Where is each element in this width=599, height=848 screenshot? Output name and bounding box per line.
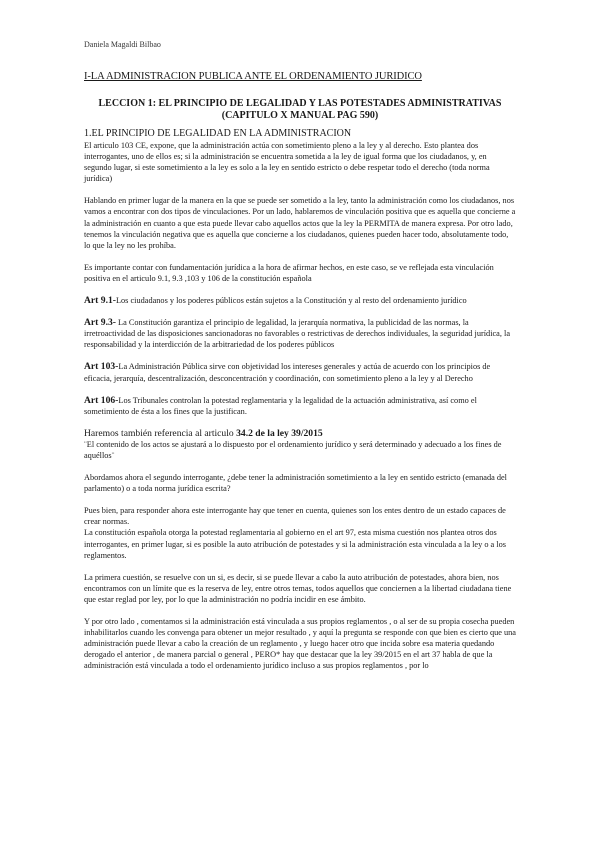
author-header: Daniela Magaldi Bilbao <box>84 40 161 49</box>
article-text: La Administración Pública sirve con objetividad los intereses generales y actúa de acuerdo con los principios de eficacia, jerarquía, descentralización, desconcentración y coordinación, con sometimiento pleno a la ley y al Derecho <box>84 362 491 383</box>
article-106 <box>84 395 516 417</box>
article-9-1 <box>84 295 516 306</box>
reference-34-2 <box>84 428 516 461</box>
document-body <box>84 128 516 682</box>
paragraph-intro: El articulo 103 CE, expone, que la administración actúa con sometimiento pleno a la ley y al derecho. Esto plantea dos interrogantes, uno de ellos es; si la administración se encuentra sometida a la ley de igual forma que los ciudadanos, y, en segundo lugar, si este sometimiento a la ley es solo a la ley en sentido estricto o debe respetar todo el derecho (toda norma jurídica) <box>84 141 490 184</box>
article-label: Art 9.3- <box>84 317 116 329</box>
unit-title: I-LA ADMINISTRACION PUBLICA ANTE EL ORDENAMIENTO JURIDICO <box>84 71 422 82</box>
reference-lead: Haremos también referencia al articulo <box>84 427 237 439</box>
paragraph-entes: Pues bien, para responder ahora este interrogante hay que tener en cuenta, quienes son los entes dentro de un estado capaces de crear normas. <box>84 506 506 527</box>
reference-quote: ¨El contenido de los actos se ajustará a lo dispuesto por el ordenamiento jurídico y será determinado y adecuado a los fines de aquéllos¨ <box>84 439 502 460</box>
article-text: Los ciudadanos y los poderes públicos están sujetos a la Constitución y al resto del ordenamiento jurídico <box>115 296 467 306</box>
lesson-title <box>84 98 516 121</box>
section-heading: 1.EL PRINCIPIO DE LEGALIDAD EN LA ADMINISTRACION <box>84 128 352 139</box>
paragraph-reglamentos: Y por otro lado , comentamos si la administración está vinculada a sus propios reglamentos , o al ser de su propia cosecha pueden inhabilitarlos cuando les convenga para obtener un mejor resultado , y aquí la pregunta se responde con que bien es cierto que una administración puede llevar a cabo la creación de un reglamento , y luego hacer otro que incida sobre esa materia quedando derogado el anterior , de manera parcial o general , PERO* hay que destacar que la ley 39/2015 en el art 37 habla de que la administración está vinculada a todo el ordenamiento jurídico incluso a sus propios reglamentos , por lo <box>84 617 516 671</box>
paragraph-second-question: Abordamos ahora el segundo interrogante, ¿debe tener la administración sometimiento a la ley en sentido estricto (emanada del parlamento) o a toda norma jurídica escrita? <box>84 473 507 494</box>
paragraph-vinculaciones: Hablando en primer lugar de la manera en la que se puede ser sometido a la ley, tanto la administración como los ciudadanos, nos vamos a encontrar con dos tipos de vinculaciones. Por un lado, hablaremos de vinculación positiva que es aquella que concierne a la administración en cuanto a que esta puede llevar cabo aquellos actos que la ley la PERMITA de manera expresa. Por otro lado, tenemos la vinculación negativa que es aquella que concierne a los ciudadanos, quienes pueden hacer todo, absolutamente todo, lo que la ley no les prohíba. <box>84 196 516 250</box>
paragraph-fundamentacion: Es importante contar con fundamentación jurídica a la hora de afirmar hechos, en este caso, se ve reflejada esta vinculación positiva en el articulo 9.1, 9.3 ,103 y 106 de la constitución española <box>84 262 494 283</box>
paragraph-potestad-reglamentaria: La constitución española otorga la potestad reglamentaria al gobierno en el art 97, esta misma cuestión nos plantea otros dos interrogantes, en primer lugar, si es posible la auto atribución de potestades y si la administración esta vinculada a la ley o a los reglamentos. <box>84 528 506 560</box>
article-label: Art 9.1- <box>84 295 116 307</box>
article-label: Art 103- <box>84 361 119 373</box>
article-103 <box>84 361 516 383</box>
paragraph-primera-cuestion: La primera cuestión, se resuelve con un si, es decir, si se puede llevar a cabo la auto atribución de potestades, ahora bien, nos encontramos con un límite que es la reserva de ley, entre otros temas, todos aquellos que conciernen a la libertad ciudadana tiene que estar reglad por ley, por lo que la administración no podría incidir en ese ámbito. <box>84 572 512 604</box>
reference-law: 34.2 de la ley 39/2015 <box>236 427 323 439</box>
article-9-3 <box>84 317 516 350</box>
article-text: La Constitución garantiza el principio de legalidad, la jerarquía normativa, la publicidad de las normas, la irretroactividad de las disposiciones sancionadoras no favorables o restrictivas de derechos individuales, la seguridad jurídica, la responsabilidad y la interdicción de la arbitrariedad de los poderes públicos <box>84 318 510 350</box>
lesson-title-line1: LECCION 1: EL PRINCIPIO DE LEGALIDAD Y LAS POTESTADES ADMINISTRATIVAS <box>98 98 502 109</box>
lesson-title-line2: (CAPITULO X MANUAL PAG 590) <box>221 109 379 121</box>
article-label: Art 106- <box>84 394 119 406</box>
article-text: Los Tribunales controlan la potestad reglamentaria y la legalidad de la actuación administrativa, así como el sometimiento de ésta a los fines que la justifican. <box>84 395 477 416</box>
